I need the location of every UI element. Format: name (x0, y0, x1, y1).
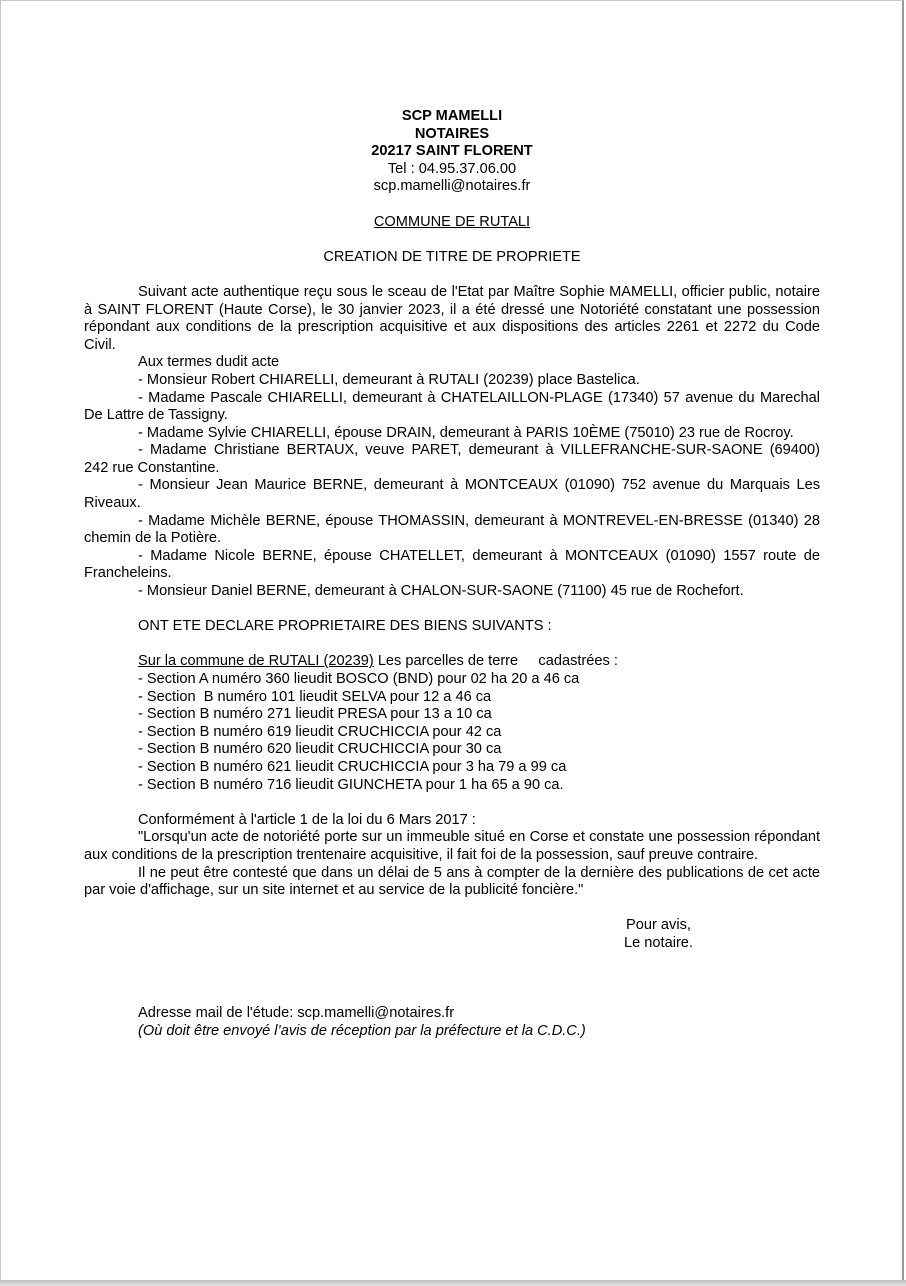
person-item: - Madame Nicole BERNE, épouse CHATELLET, demeurant à MONTCEAUX (01090) 1557 route de Francheleins. (84, 547, 820, 582)
document-title: CREATION DE TITRE DE PROPRIETE (323, 248, 581, 265)
parcel-item: - Section B numéro 716 lieudit GIUNCHETA pour 1 ha 65 a 90 ca. (138, 776, 564, 793)
person-item: - Madame Michèle BERNE, épouse THOMASSIN, demeurant à MONTREVEL-EN-BRESSE (01340) 28 chemin de la Potière. (84, 512, 820, 547)
page-shadow (0, 1280, 906, 1286)
parcel-item: - Section B numéro 620 lieudit CRUCHICCIA pour 30 ca (138, 741, 502, 758)
law-quote-continued: Il ne peut être contesté que dans un délai de 5 ans à compter de la dernière des publications de cet acte par voie d'affichage, sur un site internet et au service de la publicité foncière." (84, 864, 820, 899)
footer-note: (Où doit être envoyé l’avis de réception par la préfecture et la C.D.C.) (138, 1022, 586, 1039)
parcels-heading (84, 653, 820, 671)
person-item: - Monsieur Robert CHIARELLI, demeurant à RUTALI (20239) place Bastelica. (138, 371, 640, 388)
law-quote: "Lorsqu'un acte de notoriété porte sur un immeuble situé en Corse et constate une possession répondant aux conditions de la prescription trentenaire acquisitive, il fait foi de la possession, sauf preuve contraire. (84, 829, 820, 863)
commune-title: COMMUNE DE RUTALI (373, 213, 531, 230)
signature-line-1: Pour avis, (626, 917, 691, 934)
persons-list (84, 372, 820, 601)
person-item: - Monsieur Daniel BERNE, demeurant à CHALON-SUR-SAONE (71100) 45 rue de Rochefort. (138, 583, 744, 600)
signature-block (84, 917, 696, 952)
parcels-commune: Sur la commune de RUTALI (20239) (138, 653, 374, 670)
firm-profession: NOTAIRES (414, 125, 490, 142)
person-item: - Madame Pascale CHIARELLI, demeurant à CHATELAILLON-PLAGE (17340) 57 avenue du Marechal De Lattre de Tassigny. (84, 389, 820, 424)
person-item: - Monsieur Jean Maurice BERNE, demeurant à MONTCEAUX (01090) 752 avenue du Marquais Les Riveaux. (84, 477, 820, 512)
terms-intro: Aux termes dudit acte (138, 354, 280, 371)
document-body (84, 108, 820, 1040)
footer-mail: Adresse mail de l'étude: scp.mamelli@notaires.fr (138, 1005, 455, 1022)
parcel-item: - Section B numéro 101 lieudit SELVA pour 12 a 46 ca (138, 688, 492, 705)
firm-city: 20217 SAINT FLORENT (371, 143, 533, 160)
person-item: - Madame Christiane BERTAUX, veuve PARET, demeurant à VILLEFRANCHE-SUR-SAONE (69400) 242 rue Constantine. (84, 442, 820, 476)
firm-email: scp.mamelli@notaires.fr (373, 178, 531, 195)
parcels-heading-rest: Les parcelles de terre cadastrées : (373, 653, 618, 670)
firm-name: SCP MAMELLI (401, 108, 503, 124)
parcels-list (84, 671, 820, 794)
signature-line-2: Le notaire. (624, 934, 693, 951)
letterhead (84, 108, 820, 266)
parcel-item: - Section B numéro 621 lieudit CRUCHICCIA pour 3 ha 79 a 99 ca (138, 758, 567, 775)
firm-tel: Tel : 04.95.37.06.00 (387, 160, 517, 177)
person-item: - Madame Sylvie CHIARELLI, épouse DRAIN, demeurant à PARIS 10ÈME (75010) 23 rue de Rocroy. (138, 424, 794, 441)
law-reference: Conformément à l'article 1 de la loi du 6 Mars 2017 : (138, 811, 476, 828)
intro-paragraph: Suivant acte authentique reçu sous le sceau de l'Etat par Maître Sophie MAMELLI, officier public, notaire à SAINT FLORENT (Haute Corse), le 30 janvier 2023, il a été dressé une Notoriété constatant une possession répondant aux conditions de la prescription acquisitive et aux dispositions des articles 2261 et 2272 du Code Civil. (84, 283, 820, 353)
parcel-item: - Section B numéro 619 lieudit CRUCHICCIA pour 42 ca (138, 723, 502, 740)
declared-heading: ONT ETE DECLARE PROPRIETAIRE DES BIENS SUIVANTS : (138, 618, 552, 635)
parcel-item: - Section B numéro 271 lieudit PRESA pour 13 a 10 ca (138, 706, 492, 723)
parcel-item: - Section A numéro 360 lieudit BOSCO (BND) pour 02 ha 20 a 46 ca (138, 671, 580, 687)
